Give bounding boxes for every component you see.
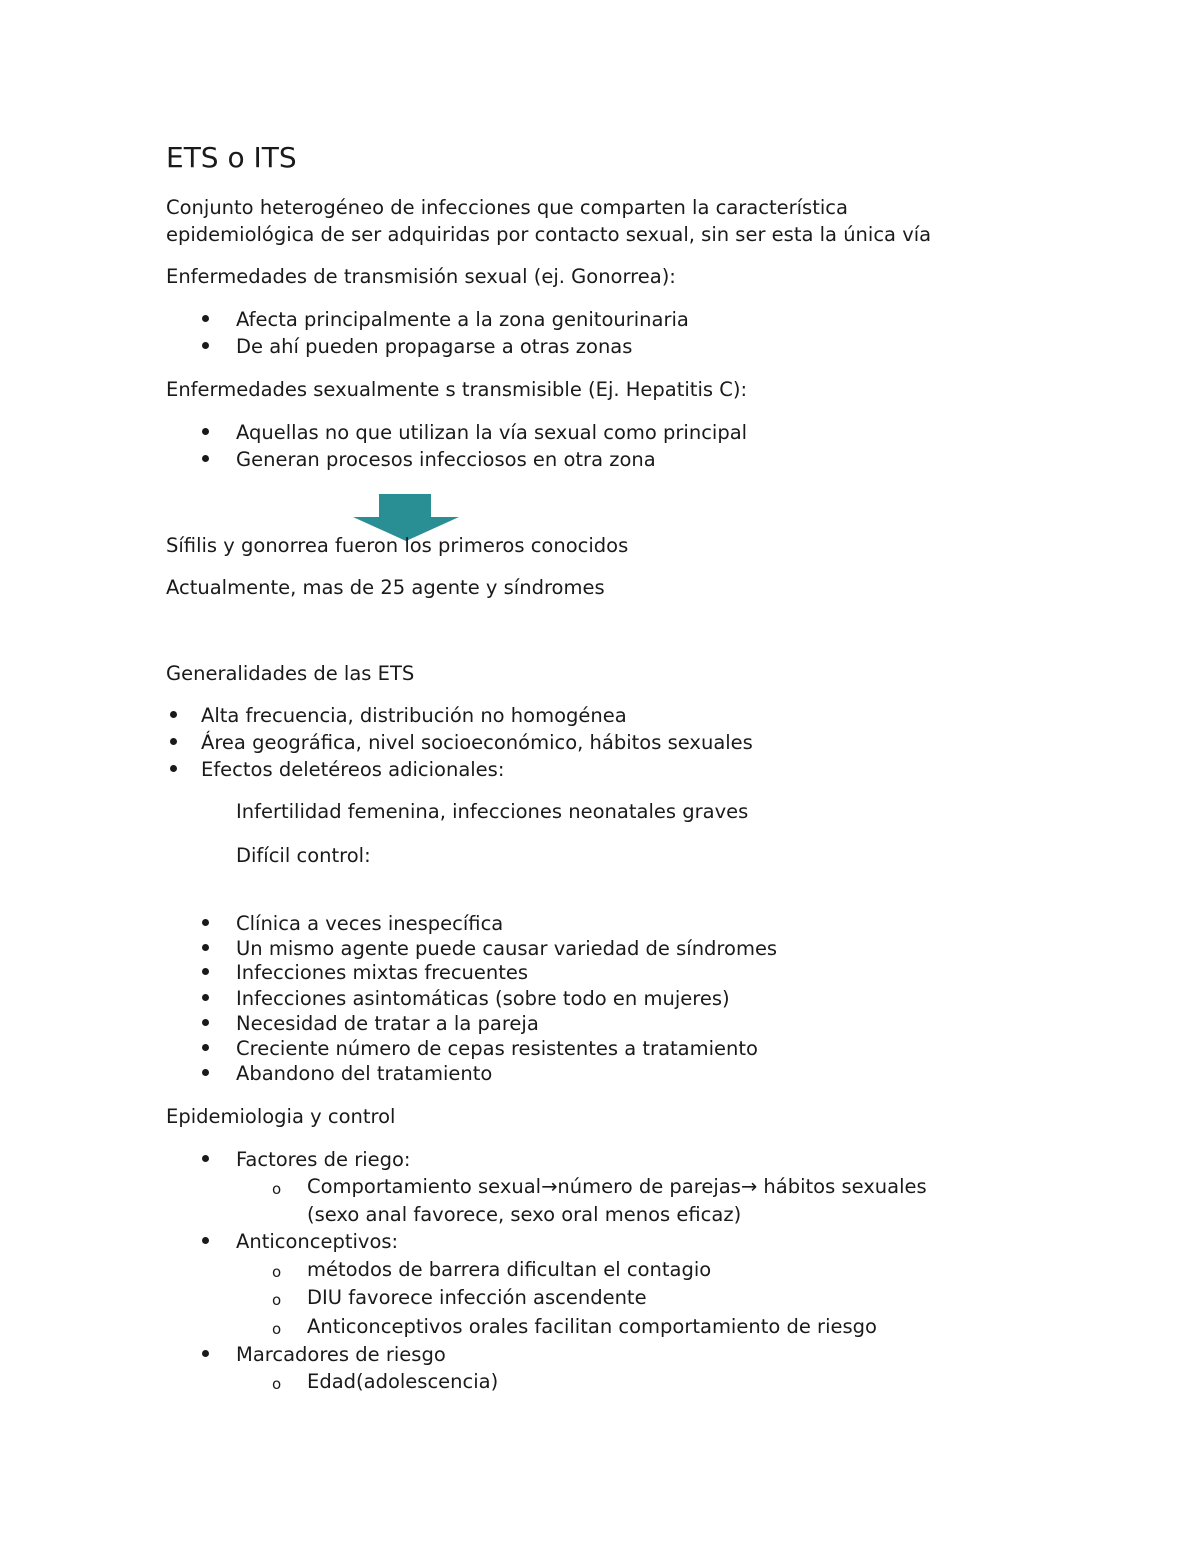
history-line-2: Actualmente, mas de 25 agente y síndromes xyxy=(166,576,605,599)
circle-bullet-icon: o xyxy=(272,1375,282,1393)
bullet-icon xyxy=(170,711,177,718)
sub-list-item: DIU favorece infección ascendente xyxy=(307,1286,647,1309)
list-item: Necesidad de tratar a la pareja xyxy=(236,1012,539,1035)
sub-list-item-continuation: (sexo anal favorece, sexo oral menos eficaz) xyxy=(307,1203,742,1226)
bullet-icon xyxy=(170,738,177,745)
bullet-icon xyxy=(202,428,209,435)
page-title: ETS o ITS xyxy=(166,141,297,174)
bullet-icon xyxy=(202,944,209,951)
list-item: Un mismo agente puede causar variedad de síndromes xyxy=(236,937,778,960)
bullet-icon xyxy=(202,1019,209,1026)
bullet-icon xyxy=(170,765,177,772)
bullet-icon xyxy=(202,1069,209,1076)
intro-line-1: Conjunto heterogéneo de infecciones que comparten la característica xyxy=(166,196,848,219)
list-item: Afecta principalmente a la zona genitourinaria xyxy=(236,308,689,331)
list-item: Infecciones asintomáticas (sobre todo en mujeres) xyxy=(236,987,730,1010)
sub-list-item: Edad(adolescencia) xyxy=(307,1370,499,1393)
circle-bullet-icon: o xyxy=(272,1291,282,1309)
bullet-icon xyxy=(202,1350,209,1357)
circle-bullet-icon: o xyxy=(272,1180,282,1198)
list-item: Infecciones mixtas frecuentes xyxy=(236,961,529,984)
sub-paragraph: Infertilidad femenina, infecciones neonatales graves xyxy=(236,800,749,823)
list-item: Aquellas no que utilizan la vía sexual como principal xyxy=(236,421,748,444)
history-line-1: Sífilis y gonorrea fueron los primeros conocidos xyxy=(166,534,629,557)
bullet-icon xyxy=(202,1044,209,1051)
list-item: Anticonceptivos: xyxy=(236,1230,399,1253)
list-item: Área geográfica, nivel socioeconómico, hábitos sexuales xyxy=(201,731,753,754)
bullet-icon xyxy=(202,455,209,462)
bullet-icon xyxy=(202,994,209,1001)
list-item: De ahí pueden propagarse a otras zonas xyxy=(236,335,633,358)
bullet-icon xyxy=(202,342,209,349)
list-item: Abandono del tratamiento xyxy=(236,1062,493,1085)
list-item: Efectos deletéreos adicionales: xyxy=(201,758,505,781)
intro-line-2: epidemiológica de ser adquiridas por contacto sexual, sin ser esta la única vía xyxy=(166,223,932,246)
sub-list-item: métodos de barrera dificultan el contagio xyxy=(307,1258,712,1281)
circle-bullet-icon: o xyxy=(272,1263,282,1281)
bullet-icon xyxy=(202,315,209,322)
bullet-icon xyxy=(202,968,209,975)
list-item: Marcadores de riesgo xyxy=(236,1343,446,1366)
sub-list-item: Comportamiento sexual→número de parejas→ hábitos sexuales xyxy=(307,1175,927,1198)
generalidades-heading: Generalidades de las ETS xyxy=(166,662,415,685)
bullet-icon xyxy=(202,919,209,926)
list-item: Clínica a veces inespecífica xyxy=(236,912,504,935)
list-item: Creciente número de cepas resistentes a tratamiento xyxy=(236,1037,758,1060)
list-item: Alta frecuencia, distribución no homogénea xyxy=(201,704,627,727)
list-item: Factores de riego: xyxy=(236,1148,411,1171)
epidemiologia-heading: Epidemiologia y control xyxy=(166,1105,396,1128)
sub-list-item: Anticonceptivos orales facilitan comportamiento de riesgo xyxy=(307,1315,877,1338)
bullet-icon xyxy=(202,1155,209,1162)
list-item: Generan procesos infecciosos en otra zona xyxy=(236,448,656,471)
bullet-icon xyxy=(202,1237,209,1244)
est-heading: Enfermedades sexualmente s transmisible (Ej. Hepatitis C): xyxy=(166,378,748,401)
sub-paragraph: Difícil control: xyxy=(236,844,371,867)
ets-heading: Enfermedades de transmisión sexual (ej. Gonorrea): xyxy=(166,265,676,288)
circle-bullet-icon: o xyxy=(272,1320,282,1338)
